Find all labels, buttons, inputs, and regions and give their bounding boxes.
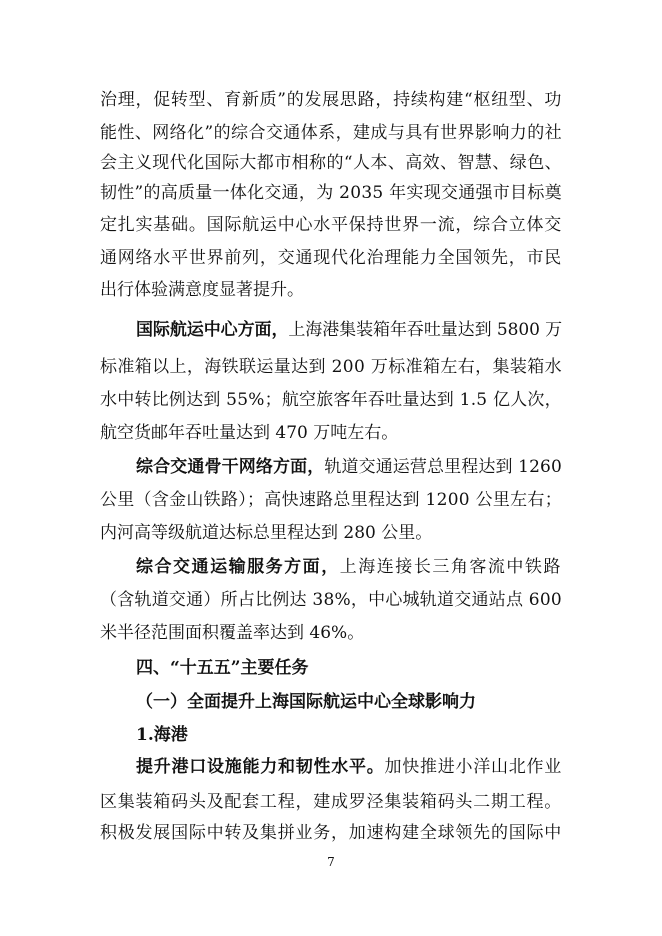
paragraph-line (100, 488, 562, 512)
body-text: 区集装箱码头及配套工程，建成罗泾集装箱码头二期工程。 (100, 792, 563, 812)
body-text: 公里（含金山铁路）；高快速路总里程达到 1200 公里左右； (100, 490, 562, 510)
paragraph-line (100, 213, 562, 237)
paragraph-line (100, 355, 562, 379)
bold-lead-text: 综合交通骨干网络方面， (136, 457, 325, 477)
body-text: 治理，促转型、育新质”的发展思路，持续构建“枢纽型、功 (100, 90, 563, 110)
body-text: 米半径范围面积覆盖率达到 46%。 (100, 623, 365, 643)
paragraph-line (100, 455, 562, 479)
paragraph-line (100, 790, 562, 814)
body-text: 内河高等级航道达标总里程达到 280 公里。 (100, 523, 433, 543)
paragraph-line (100, 521, 432, 545)
paragraph-line (100, 151, 562, 175)
body-text: 定扎实基础。国际航运中心水平保持世界一流，综合立体交 (100, 215, 563, 235)
body-text: 韧性”的高质量一体化交通，为 2035 年实现交通强市目标奠 (100, 183, 562, 203)
bold-lead-text: 国际航运中心方面， (136, 320, 289, 340)
paragraph-line (100, 181, 562, 205)
bold-lead-text: 四、“十五五”主要任务 (136, 658, 309, 678)
paragraph-line (100, 278, 304, 302)
paragraph-line (100, 555, 562, 579)
body-text: 能性、网络化”的综合交通体系，建成与具有世界影响力的社 (100, 123, 563, 143)
bold-lead-text: （一）全面提升上海国际航运中心全球影响力 (136, 692, 476, 712)
body-text: 航空货邮年吞吐量达到 470 万吨左右。 (100, 423, 399, 443)
section-heading (100, 690, 476, 714)
body-text: 积极发展国际中转及集拼业务，加速构建全球领先的国际中 (100, 823, 563, 843)
page-number: 7 (327, 855, 335, 869)
body-text: 上海港集装箱年吞吐量达到 5800 万 (288, 320, 563, 340)
body-text: 上海连接长三角客流中铁路 (339, 557, 562, 577)
section-heading (100, 723, 188, 747)
paragraph-line (100, 121, 562, 145)
paragraph-line (100, 318, 562, 342)
body-text: 标准箱以上，海铁联运量达到 200 万标准箱左右，集装箱水 (100, 357, 562, 377)
bold-lead-text: 综合交通运输服务方面， (136, 557, 340, 577)
paragraph-line (100, 588, 562, 612)
paragraph-line (100, 821, 562, 845)
body-text: 水中转比例达到 55%；航空旅客年吞吐量达到 1.5 亿人次， (100, 390, 562, 410)
bold-lead-text: 提升港口设施能力和韧性水平。 (136, 757, 385, 777)
body-text: 会主义现代化国际大都市相称的“人本、高效、智慧、绿色、 (100, 153, 563, 173)
paragraph-line (100, 421, 398, 445)
paragraph-line (100, 88, 562, 112)
body-text: 加快推进小洋山北作业 (384, 757, 562, 777)
paragraph-line (100, 388, 562, 412)
body-text: 出行体验满意度显著提升。 (100, 280, 304, 300)
body-text: 轨道交通运营总里程达到 1260 (324, 457, 562, 477)
paragraph-line (100, 621, 364, 645)
bold-lead-text: 1.海港 (136, 725, 188, 745)
paragraph-line (100, 246, 562, 270)
body-text: （含轨道交通）所占比例达 38%，中心城轨道交通站点 600 (100, 590, 562, 610)
section-heading (100, 656, 309, 680)
body-text: 通网络水平世界前列，交通现代化治理能力全国领先，市民 (100, 248, 563, 268)
paragraph-line (100, 755, 562, 779)
